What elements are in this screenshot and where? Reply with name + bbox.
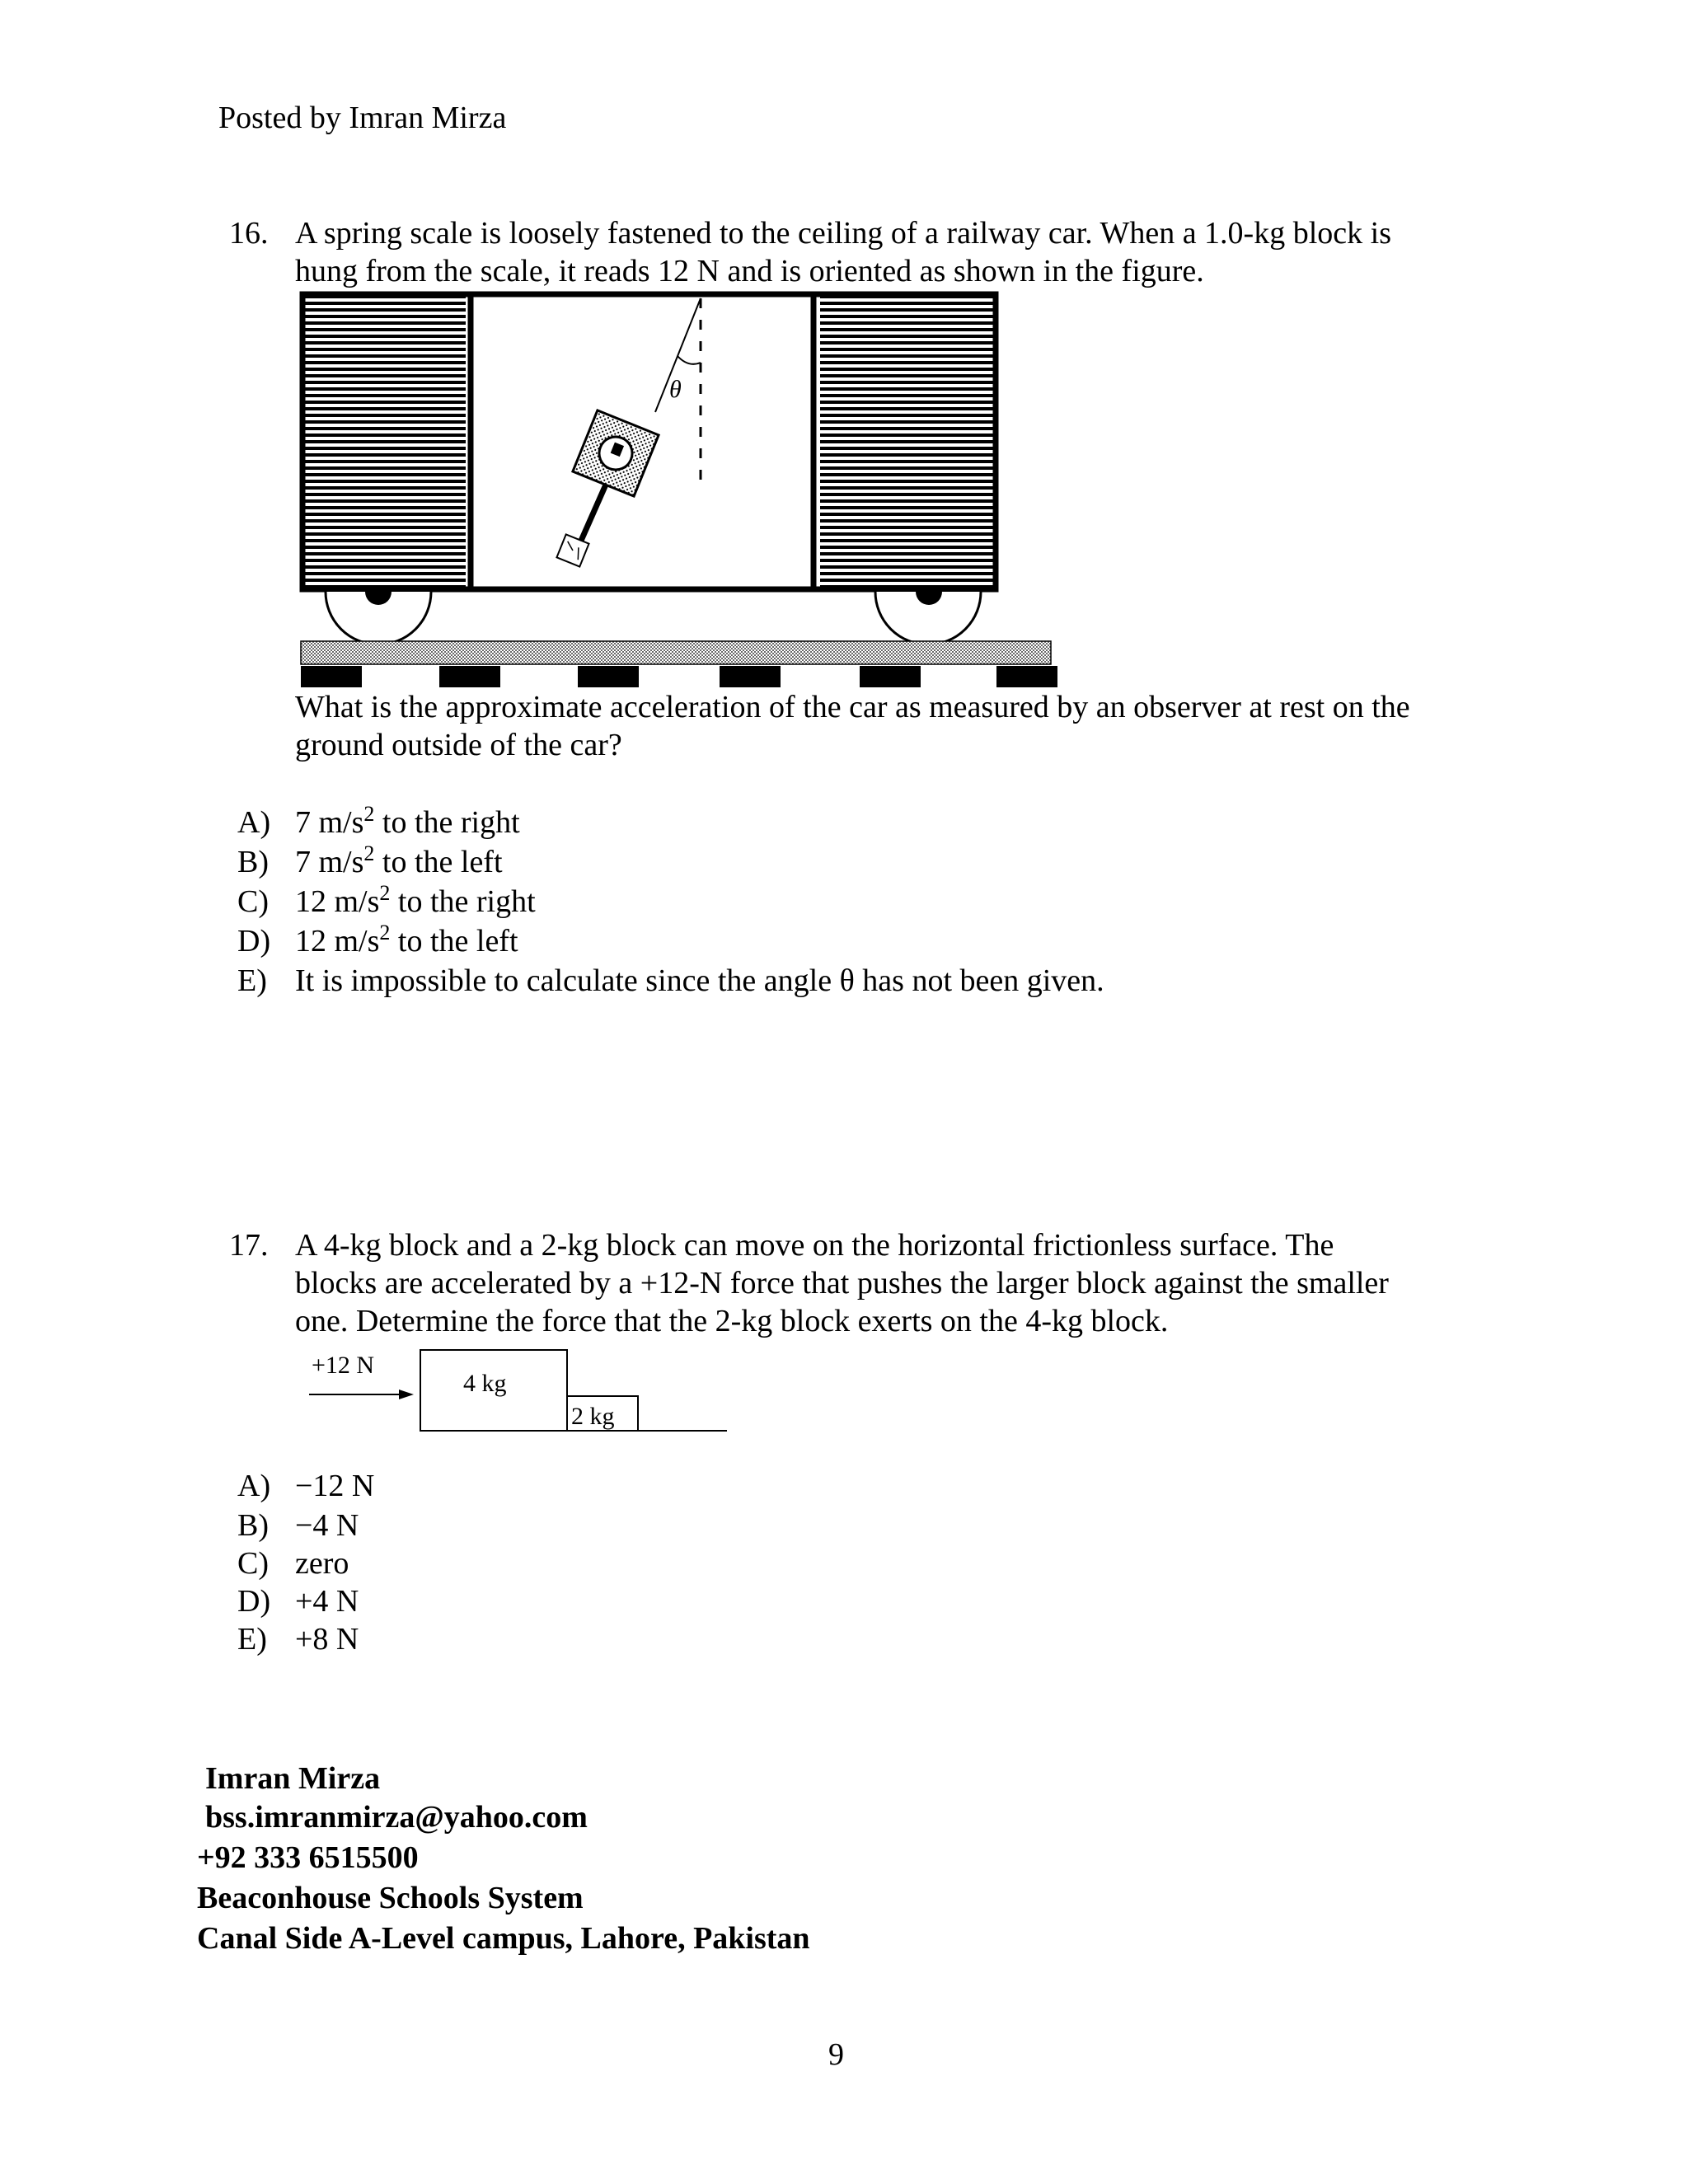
q16-option-c-letter: C) (237, 884, 269, 919)
q17-option-b-letter: B) (237, 1508, 269, 1543)
q16-option-e-letter: E) (237, 963, 267, 998)
block-4kg-label: 4 kg (463, 1370, 507, 1397)
question-17-line-2: blocks are accelerated by a +12-N force that pushes the larger block against the smaller (295, 1266, 1389, 1301)
block-2kg-label: 2 kg (571, 1403, 615, 1430)
q17-option-a-letter: A) (237, 1469, 271, 1503)
left-louvre-panel (304, 297, 466, 587)
footer-email[interactable]: bss.imranmirza@yahoo.com (205, 1800, 588, 1835)
force-label: +12 N (312, 1352, 375, 1379)
footer-campus: Canal Side A-Level campus, Lahore, Pakistan (197, 1921, 810, 1956)
q17-option-d: +4 N (295, 1584, 359, 1619)
q16-option-e: It is impossible to calculate since the angle θ has not been given. (295, 963, 1104, 998)
q16-option-d-letter: D) (237, 924, 271, 958)
angle-label: θ (669, 376, 682, 403)
q16-option-b: 7 $m/s^2$ to the left (295, 841, 503, 879)
question-17-number: 17. (229, 1228, 269, 1263)
railway-car-figure (293, 288, 1059, 692)
q17-option-a: −12 N (295, 1469, 375, 1503)
q17-option-e-letter: E) (237, 1622, 267, 1657)
left-wheel (326, 592, 431, 644)
question-17-line-1: A 4-kg block and a 2-kg block can move on the horizontal frictionless surface. The (295, 1228, 1334, 1263)
footer-phone: +92 333 6515500 (197, 1840, 419, 1875)
posted-by: Posted by Imran Mirza (218, 101, 507, 135)
question-16-line-1: A spring scale is loosely fastened to the ceiling of a railway car. When a 1.0-kg block is (295, 216, 1391, 251)
q17-option-d-letter: D) (237, 1584, 271, 1619)
question-16-number: 16. (229, 216, 269, 251)
q16-option-d: 12 $m/s^2$ to the left (295, 921, 518, 958)
q16-option-b-letter: B) (237, 845, 269, 879)
q16-option-a-letter: A) (237, 805, 271, 840)
question-16-line-2: hung from the scale, it reads 12 N and is oriented as shown in the figure. (295, 254, 1204, 288)
blocks-figure (305, 1343, 734, 1438)
right-louvre-panel (820, 297, 993, 587)
q17-option-c-letter: C) (237, 1546, 269, 1581)
q17-option-b: −4 N (295, 1508, 359, 1543)
footer-name: Imran Mirza (205, 1761, 381, 1796)
q17-option-c: zero (295, 1546, 349, 1581)
question-17-line-3: one. Determine the force that the 2-kg block exerts on the 4-kg block. (295, 1304, 1169, 1338)
q16-option-c: 12 $m/s^2$ to the right (295, 881, 536, 919)
track-sleepers (301, 666, 1057, 687)
page-number: 9 (828, 2037, 844, 2072)
question-16-prompt-line-1: What is the approximate acceleration of the car as measured by an observer at rest on the (295, 690, 1410, 724)
q17-option-e: +8 N (295, 1622, 359, 1657)
track-ballast (301, 641, 1051, 664)
footer-organization: Beaconhouse Schools System (197, 1881, 584, 1915)
right-wheel (875, 592, 981, 644)
q16-option-a: 7 $m/s^2$ to the right (295, 802, 520, 840)
question-16-prompt-line-2: ground outside of the car? (295, 728, 622, 762)
